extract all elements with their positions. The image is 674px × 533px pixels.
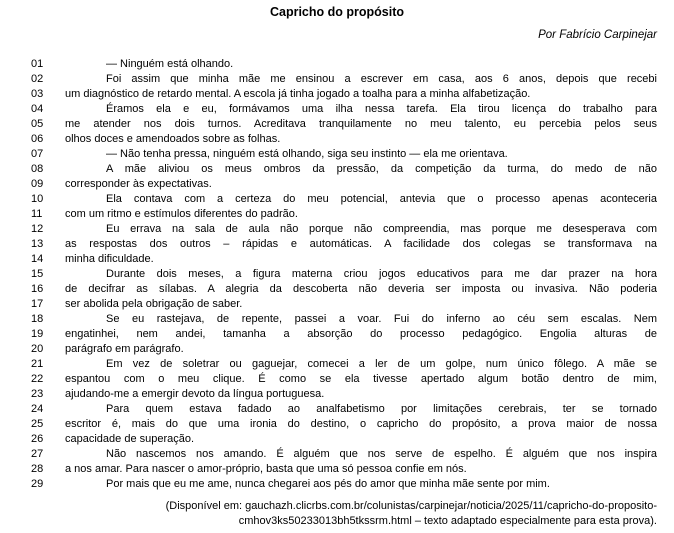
- line-number: 25: [31, 418, 44, 430]
- line-number: 09: [31, 178, 44, 190]
- line-number: 15: [31, 268, 44, 280]
- line-number: 19: [31, 328, 44, 340]
- line-text: parágrafo em parágrafo.: [65, 343, 184, 355]
- line-text: minha dificuldade.: [65, 253, 154, 265]
- line-text: as respostas dos outros – rápidas e automáticas. A facilidade dos colegas se transformava na: [65, 238, 657, 250]
- line-text: Eu errava na sala de aula não porque não compreendia, mas porque me desesperava com: [106, 223, 657, 235]
- text-line: [0, 432, 674, 447]
- line-text: Durante dois meses, a figura materna criou jogos educativos para me dar prazer na hora: [106, 268, 657, 280]
- text-line: [0, 387, 674, 402]
- line-text: Para quem estava fadado ao analfabetismo por limitações cerebrais, ter se tornado: [106, 403, 657, 415]
- text-line: [0, 252, 674, 267]
- text-line: [0, 192, 674, 207]
- text-line: [0, 327, 674, 342]
- text-line: [0, 402, 674, 417]
- line-text: — Ninguém está olhando.: [106, 58, 234, 70]
- line-number: 10: [31, 193, 44, 205]
- text-line: [0, 72, 674, 87]
- text-line: [0, 477, 674, 492]
- line-number: 17: [31, 298, 44, 310]
- text-line: [0, 357, 674, 372]
- line-number: 24: [31, 403, 44, 415]
- text-line: [0, 207, 674, 222]
- line-text: escritor é, mais do que uma ironia do destino, o capricho do propósito, a prova maior de nossa: [65, 418, 657, 430]
- line-number: 03: [31, 88, 44, 100]
- text-line: [0, 312, 674, 327]
- line-number: 21: [31, 358, 44, 370]
- line-text: Foi assim que minha mãe me ensinou a escrever em casa, aos 6 anos, depois que recebi: [106, 73, 657, 85]
- text-line: [0, 57, 674, 72]
- line-number: 26: [31, 433, 44, 445]
- line-number: 05: [31, 118, 44, 130]
- line-text: a nos amar. Para nascer o amor-próprio, basta que uma só pessoa confie em nós.: [65, 463, 467, 475]
- line-number: 07: [31, 148, 44, 160]
- line-text: Éramos ela e eu, formávamos uma ilha nessa tarefa. Ela tirou licença do trabalho para: [106, 103, 657, 115]
- line-number: 22: [31, 373, 44, 385]
- text-line: [0, 162, 674, 177]
- passage-body: [0, 57, 674, 492]
- text-line: [0, 462, 674, 477]
- line-text: engatinhei, nem andei, tamanha a absorção do processo pedagógico. Engolia alturas de: [65, 328, 657, 340]
- text-line: [0, 237, 674, 252]
- text-line: [0, 372, 674, 387]
- source-line: cmhov3ks50233013bh5tkssrm.html – texto adaptado especialmente para esta prova).: [238, 515, 657, 527]
- line-text: capacidade de superação.: [65, 433, 195, 445]
- source-line: (Disponível em: gauchazh.clicrbs.com.br/colunistas/carpinejar/noticia/2025/11/capricho-do-proposito-: [165, 500, 657, 512]
- line-number: 16: [31, 283, 44, 295]
- line-number: 27: [31, 448, 44, 460]
- text-line: [0, 417, 674, 432]
- text-line: [0, 87, 674, 102]
- line-number: 20: [31, 343, 44, 355]
- line-number: 11: [31, 208, 43, 220]
- source-citation: [0, 499, 657, 529]
- text-line: [0, 117, 674, 132]
- text-line: [0, 177, 674, 192]
- line-number: 12: [31, 223, 44, 235]
- author-byline: Por Fabrício Carpinejar: [538, 29, 657, 41]
- line-text: — Não tenha pressa, ninguém está olhando, siga seu instinto — ela me orientava.: [106, 148, 508, 160]
- line-number: 14: [31, 253, 44, 265]
- line-text: um diagnóstico de retardo mental. A escola já tinha jogado a toalha para a minha alfabetização.: [65, 88, 531, 100]
- text-line: [0, 132, 674, 147]
- text-line: [0, 102, 674, 117]
- line-text: ser abolida pela obrigação de saber.: [65, 298, 243, 310]
- line-text: com um ritmo e estímulos diferentes do padrão.: [65, 208, 298, 220]
- line-number: 13: [31, 238, 44, 250]
- text-line: [0, 342, 674, 357]
- line-text: Ela contava com a certeza do meu potencial, antevia que o processo apenas aconteceria: [106, 193, 657, 205]
- text-line: [0, 282, 674, 297]
- line-text: de decifrar as sílabas. A alegria da descoberta não deveria ser imposta ou invasiva. Não poderia: [65, 283, 657, 295]
- line-number: 01: [31, 58, 44, 70]
- text-line: [0, 222, 674, 237]
- line-number: 02: [31, 73, 44, 85]
- line-number: 04: [31, 103, 44, 115]
- line-text: A mãe aliviou os meus ombros da pressão, da competição da turma, do medo de não: [106, 163, 657, 175]
- line-text: corresponder às expectativas.: [65, 178, 212, 190]
- line-number: 29: [31, 478, 44, 490]
- line-text: me atender nos dois turnos. Acreditava tranquilamente no meu talento, eu percebia pelos seus: [65, 118, 657, 130]
- line-number: 28: [31, 463, 44, 475]
- line-text: Em vez de soletrar ou gaguejar, comecei a ler de um golpe, num único fôlego. A mãe se: [106, 358, 657, 370]
- text-line: [0, 147, 674, 162]
- text-line: [0, 297, 674, 312]
- line-text: ajudando-me a emergir devoto da língua portuguesa.: [65, 388, 325, 400]
- line-text: olhos doces e amendoados sobre as folhas.: [65, 133, 281, 145]
- line-text: espantou com o meu clique. É como se ela tivesse apertado algum botão dentro de mim,: [65, 373, 657, 385]
- passage-title: Capricho do propósito: [269, 5, 405, 19]
- text-line: [0, 267, 674, 282]
- line-text: Por mais que eu me ame, nunca chegarei aos pés do amor que minha mãe sente por mim.: [106, 478, 550, 490]
- line-number: 06: [31, 133, 44, 145]
- line-number: 08: [31, 163, 44, 175]
- line-text: Se eu rastejava, de repente, passei a voar. Fui do inferno ao céu sem escalas. Nem: [106, 313, 657, 325]
- line-text: Não nascemos nos amando. É alguém que nos serve de espelho. É alguém que nos inspira: [106, 448, 657, 460]
- line-number: 23: [31, 388, 44, 400]
- line-number: 18: [31, 313, 44, 325]
- text-line: [0, 447, 674, 462]
